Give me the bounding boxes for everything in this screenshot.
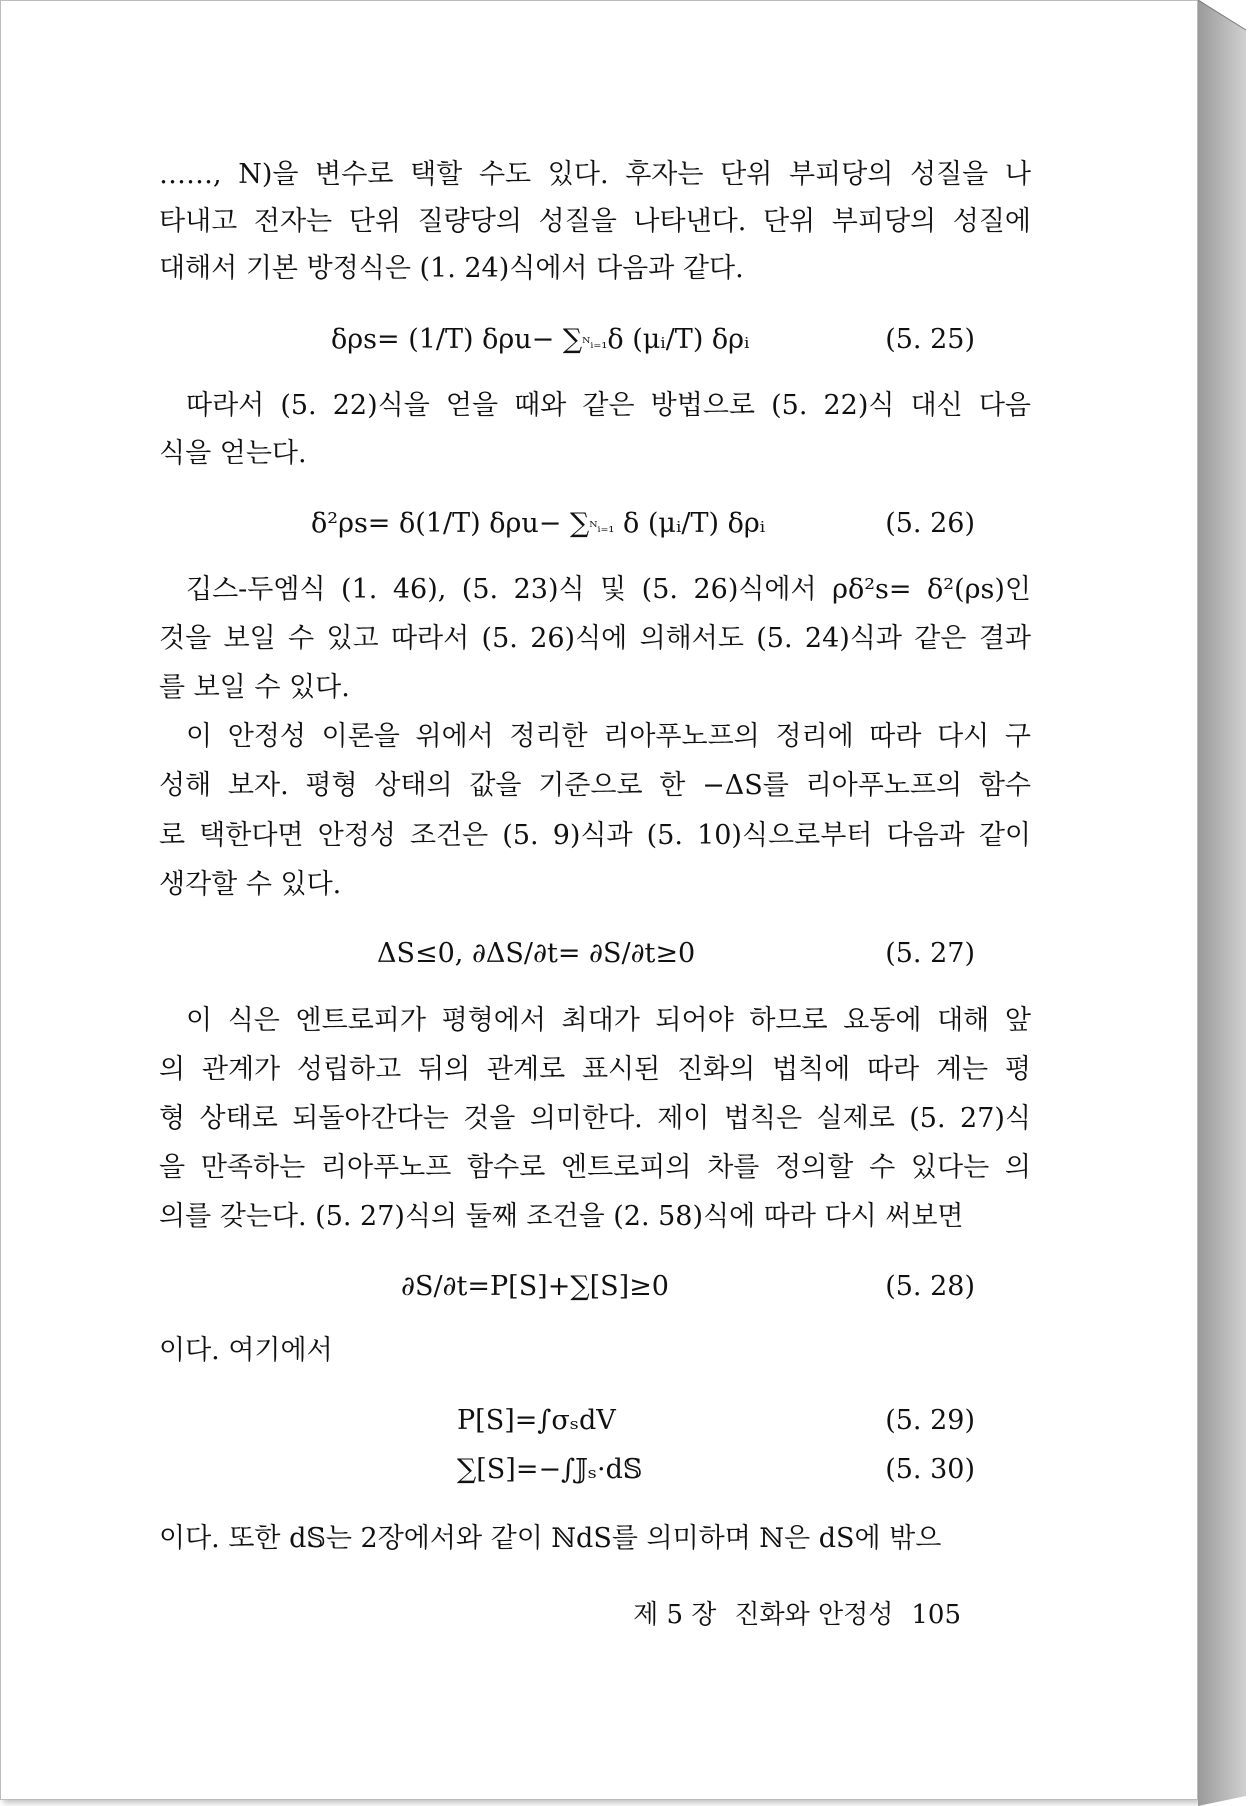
footer-chapter: 제 5 장 <box>633 1600 717 1630</box>
text-line: 것을 보일 수 있고 따라서 (5. 26)식에 의해서도 (5. 24)식과 같은 결과 <box>159 623 1031 654</box>
equation-number: (5. 29) <box>885 1405 975 1436</box>
equation-5-26 <box>311 504 765 544</box>
equation-number: (5. 25) <box>885 324 975 355</box>
text-line: 이 안정성 이론을 위에서 정리한 리아푸노프의 정리에 따라 다시 구 <box>186 721 1031 752</box>
page-thickness-edge <box>1198 0 1254 1806</box>
text-line: 의를 갖는다. (5. 27)식의 둘째 조건을 (2. 58)식에 따라 다시 써보면 <box>159 1201 964 1232</box>
text-line: 생각할 수 있다. <box>159 869 342 900</box>
text-line: 성해 보자. 평형 상태의 값을 기준으로 한 −ΔS를 리아푸노프의 함수 <box>159 770 1031 801</box>
equation-number: (5. 28) <box>885 1271 975 1302</box>
text-line: 로 택한다면 안정성 조건은 (5. 9)식과 (5. 10)식으로부터 다음과 같이 <box>159 820 1031 851</box>
equation-part: δ (μᵢ/T) δρᵢ <box>607 324 750 355</box>
text-line: 을 만족하는 리아푸노프 함수로 엔트로피의 차를 정의할 수 있다는 의 <box>159 1152 1031 1183</box>
text-line: 깁스-두엠식 (1. 46), (5. 23)식 및 (5. 26)식에서 ρδ²s= δ²(ρs)인 <box>186 574 1031 605</box>
equation-number: (5. 26) <box>885 508 975 539</box>
text-line: 대해서 기본 방정식은 (1. 24)식에서 다음과 같다. <box>159 253 744 284</box>
sum-symbol: ∑ <box>569 508 590 539</box>
text-line: 이다. 또한 d𝕊는 2장에서와 같이 ℕdS를 의미하며 ℕ은 dS에 밖으 <box>159 1523 942 1554</box>
text-line: 이 식은 엔트로피가 평형에서 최대가 되어야 하므로 요동에 대해 앞 <box>186 1005 1031 1036</box>
sum-symbol: ∑ <box>562 324 583 355</box>
equation-5-27: ΔS≤0, ∂ΔS/∂t= ∂S/∂t≥0 <box>377 938 696 969</box>
equation-part: δρs= (1/T) δρu− <box>331 324 563 355</box>
equation-5-30: ∑[S]=−∫𝕁ₛ·d𝕊 <box>457 1454 643 1485</box>
text-line: ……, N)을 변수로 택할 수도 있다. 후자는 단위 부피당의 성질을 나 <box>159 159 1031 190</box>
text-line: 따라서 (5. 22)식을 얻을 때와 같은 방법으로 (5. 22)식 대신 다음 <box>186 390 1031 421</box>
equation-5-29: P[S]=∫σₛdV <box>457 1405 616 1436</box>
text-line: 의 관계가 성립하고 뒤의 관계로 표시된 진화의 법칙에 따라 계는 평 <box>159 1054 1031 1085</box>
sum-limits: ᴺᵢ₌₁ <box>582 334 608 352</box>
page-number: 105 <box>911 1600 961 1630</box>
sum-limits: ᴺᵢ₌₁ <box>589 518 615 536</box>
text-line: 를 보일 수 있다. <box>159 672 350 703</box>
equation-part: δ (μᵢ/T) δρᵢ <box>614 508 766 539</box>
text-line: 이다. 여기에서 <box>159 1335 333 1366</box>
equation-part: δ²ρs= δ(1/T) δρu− <box>311 508 570 539</box>
text-line: 형 상태로 되돌아간다는 것을 의미한다. 제이 법칙은 실제로 (5. 27)식 <box>159 1103 1031 1134</box>
text-line: 식을 얻는다. <box>159 438 307 469</box>
equation-number: (5. 30) <box>885 1454 975 1485</box>
page-footer <box>633 1595 961 1635</box>
text-line: 타내고 전자는 단위 질량당의 성질을 나타낸다. 단위 부피당의 성질에 <box>159 206 1031 237</box>
equation-5-28: ∂S/∂t=P[S]+∑[S]≥0 <box>401 1271 669 1302</box>
equation-number: (5. 27) <box>885 938 975 969</box>
footer-title: 진화와 안정성 <box>734 1600 894 1630</box>
equation-5-25 <box>331 320 750 360</box>
